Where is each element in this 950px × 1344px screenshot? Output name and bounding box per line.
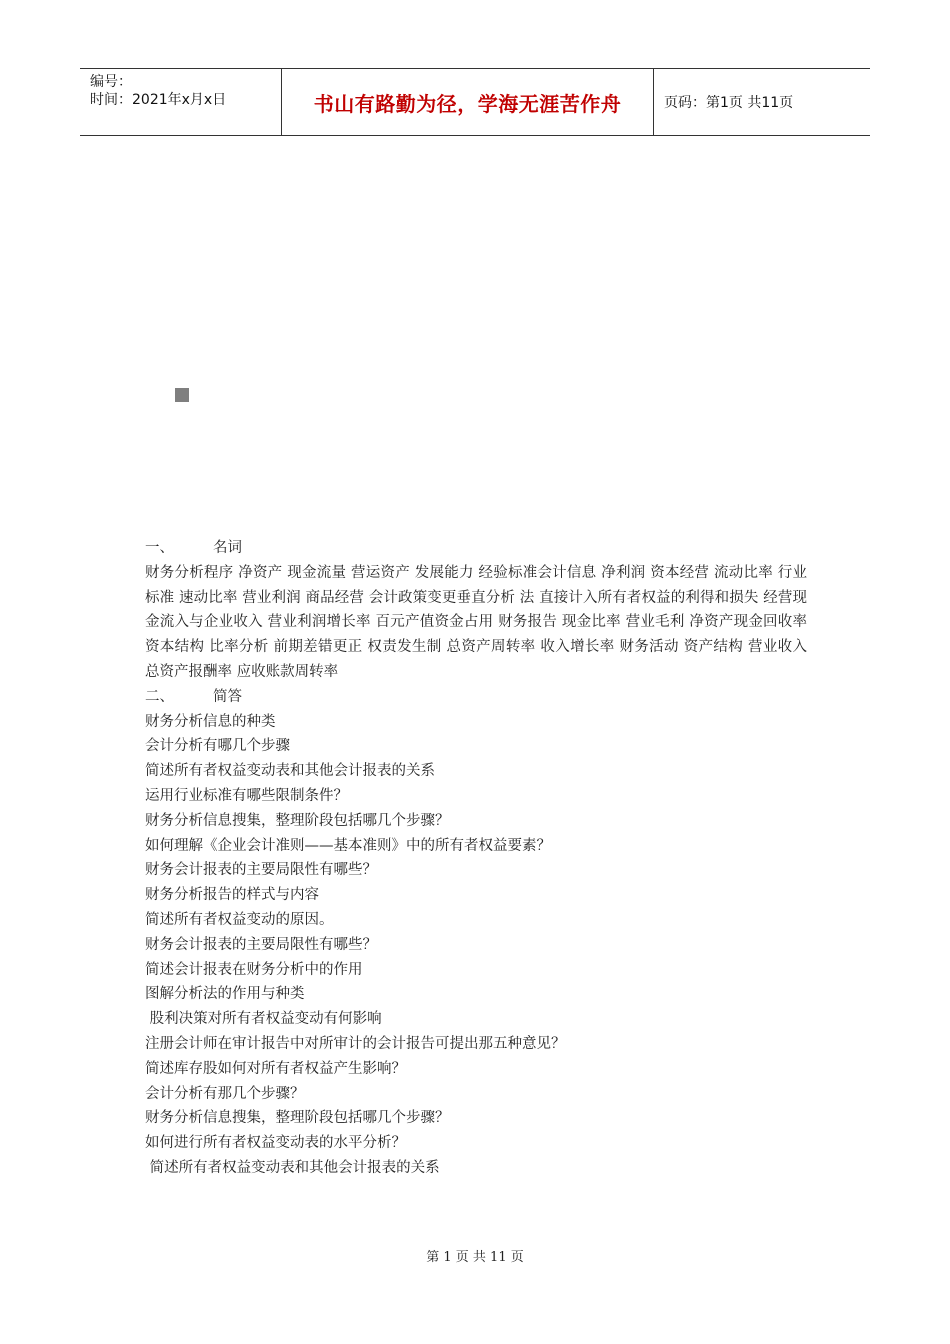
time-label: 时间：2021年x月x日	[90, 92, 227, 108]
list-item: 如何进行所有者权益变动表的水平分析？	[145, 1135, 406, 1152]
question-list	[145, 710, 807, 1181]
section-number: 一、	[145, 540, 174, 556]
list-item: 简述所有者权益变动表和其他会计报表的关系	[145, 763, 435, 780]
section-title: 简答	[213, 688, 242, 705]
list-item: 会计分析有那几个步骤？	[145, 1085, 305, 1102]
list-item: 运用行业标准有哪些限制条件？	[145, 787, 348, 804]
list-item: 如何理解《企业会计准则——基本准则》中的所有者权益要素？	[145, 837, 551, 854]
list-item: 简述库存股如何对所有者权益产生影响？	[145, 1060, 406, 1077]
section-number: 二、	[145, 688, 174, 705]
document-body	[145, 536, 807, 1181]
list-item: 注册会计师在审计报告中对所审计的会计报告可提出那五种意见？	[145, 1035, 566, 1052]
list-item: 财务分析报告的样式与内容	[145, 887, 319, 904]
list-item: 财务会计报表的主要局限性有哪些？	[145, 936, 377, 953]
list-item: 股利决策对所有者权益变动有何影响	[145, 1011, 382, 1028]
header-page-info: 页码：第1页 共11页	[664, 95, 794, 111]
list-item: 财务分析信息搜集，整理阶段包括哪几个步骤？	[145, 812, 450, 829]
document-header	[80, 68, 870, 136]
page-footer: 第 1 页 共 11 页	[426, 1250, 524, 1265]
list-item: 财务会计报表的主要局限性有哪些？	[145, 862, 377, 879]
list-item: 会计分析有哪几个步骤	[145, 738, 290, 755]
section-heading-terms	[145, 536, 807, 561]
list-item: 简述所有者权益变动的原因。	[145, 911, 334, 928]
section-heading-questions	[145, 685, 807, 710]
terms-paragraph: 财务分析程序 净资产 现金流量 营运资产 发展能力 经验标准会计信息 净利润 资本经营 流动比率 行业标准 速动比率 营业利润 商品经营 会计政策变更垂直分析 法 直接计入所有者权益的利得和损失 经营现金流入与企业收入 营业利润增长率 百元产值资金占用 财务报告 现金比率 营业毛利 净资产现金回收率 资本结构 比率分析 前期差错更正 权责发生制 总资产周转率 收入增长率 财务活动 资产结构 营业收入 总资产报酬率 应收账款周转率	[145, 564, 807, 680]
list-item: 财务分析信息的种类	[145, 713, 276, 730]
number-label: 编号：	[90, 74, 132, 90]
list-item: 图解分析法的作用与种类	[145, 986, 305, 1003]
placeholder-square-icon	[175, 388, 189, 402]
section-title: 名词	[213, 540, 242, 556]
header-motto: 书山有路勤为径，学海无涯苦作舟	[282, 69, 654, 135]
list-item: 简述所有者权益变动表和其他会计报表的关系	[145, 1159, 440, 1176]
list-item: 简述会计报表在财务分析中的作用	[145, 961, 363, 978]
list-item: 财务分析信息搜集，整理阶段包括哪几个步骤？	[145, 1110, 450, 1127]
header-meta	[80, 69, 282, 135]
